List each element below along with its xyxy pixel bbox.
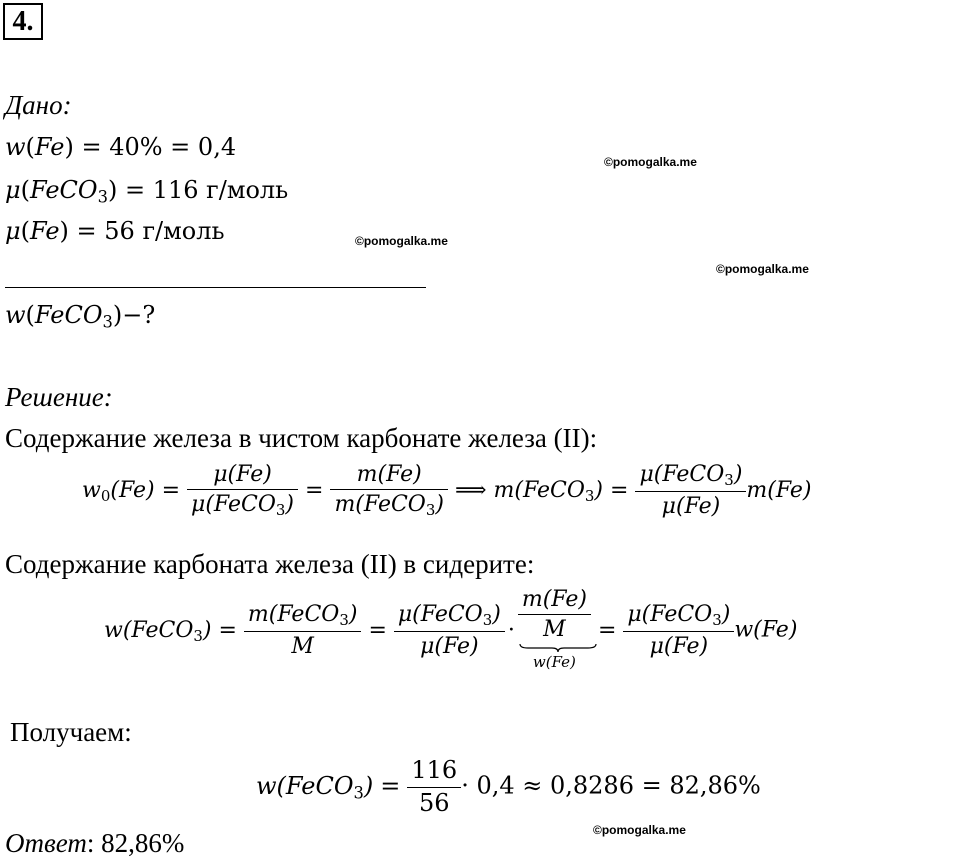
unit: г/моль bbox=[206, 176, 289, 204]
question-mark: −? bbox=[122, 301, 156, 329]
unit: г/моль bbox=[142, 217, 225, 245]
solution-heading: Решение: bbox=[5, 382, 113, 412]
numerator: μ(Fe) bbox=[213, 462, 272, 487]
denominator: M bbox=[518, 614, 591, 642]
watermark: ©pomogalka.me bbox=[604, 155, 697, 169]
subscript-3: 3 bbox=[97, 187, 108, 207]
answer-value: : 82,86% bbox=[86, 828, 185, 858]
given-heading: Дано: bbox=[5, 90, 72, 120]
answer-line bbox=[5, 828, 184, 859]
fraction-with-underbrace bbox=[518, 587, 591, 671]
denominator: μ(Fe) bbox=[635, 491, 746, 519]
numerator: m(Fe) bbox=[356, 462, 422, 487]
given-molar-mass-fe: μ(Fe) = 56 г/моль bbox=[5, 217, 225, 245]
numerator: μ(FeCO$_3$) bbox=[639, 462, 743, 490]
var-mu: μ bbox=[5, 217, 21, 245]
fraction bbox=[394, 602, 505, 660]
problem-number: 4. bbox=[3, 3, 43, 40]
term: w(FeCO$_3$) bbox=[256, 771, 374, 803]
var-feco: FeCO bbox=[34, 301, 103, 329]
denominator: m(FeCO$_3$) bbox=[330, 489, 448, 519]
equation-2: w(FeCO$_3$) = $\frac{m(FeCO_3)}{M}$ = $\frac{\mu(FeCO_3)}{\mu(Fe)}$ · m(Fe) M w(Fe) = $\frac{\mu(FeCO_3)}{\mu(Fe)}$ w(Fe) bbox=[104, 587, 798, 671]
subscript-0: 0 bbox=[100, 487, 111, 506]
denominator: 56 bbox=[407, 787, 461, 818]
subscript-3: 3 bbox=[102, 312, 113, 332]
numerator: m(Fe) bbox=[521, 587, 587, 612]
var-fe: Fe bbox=[34, 133, 65, 161]
watermark: ©pomogalka.me bbox=[593, 823, 686, 837]
denominator: μ(FeCO$_3$) bbox=[187, 489, 298, 519]
denominator: M bbox=[244, 631, 362, 659]
denominator: μ(Fe) bbox=[623, 631, 734, 659]
underbrace bbox=[518, 643, 591, 653]
fraction bbox=[187, 462, 298, 520]
watermark: ©pomogalka.me bbox=[716, 262, 809, 276]
numerator: 116 bbox=[411, 756, 458, 784]
given-molar-mass-feco3: μ(FeCO$_3$) = 116 г/моль bbox=[5, 176, 289, 207]
fraction bbox=[330, 462, 448, 520]
underbrace-label: w(Fe) bbox=[532, 652, 576, 671]
term: w(FeCO$_3$) bbox=[104, 617, 212, 645]
fraction bbox=[623, 602, 734, 660]
watermark: ©pomogalka.me bbox=[355, 234, 448, 248]
value-116: 116 bbox=[152, 176, 199, 204]
solution-text-2: Содержание карбоната железа (II) в сидерите: bbox=[5, 549, 535, 579]
var-w: w bbox=[5, 133, 26, 161]
var-fe: Fe bbox=[29, 217, 60, 245]
numerator: μ(FeCO$_3$) bbox=[397, 601, 501, 629]
fraction bbox=[635, 462, 746, 520]
find-target: w(FeCO$_3$)−? bbox=[5, 301, 156, 332]
term: w(Fe) bbox=[734, 617, 798, 643]
var-w: w bbox=[82, 477, 101, 503]
answer-label: Ответ bbox=[5, 828, 87, 858]
term: m(FeCO$_3$) bbox=[493, 477, 604, 506]
var-fe: (Fe) bbox=[110, 477, 155, 503]
value-wfe: = 40% = 0,4 bbox=[81, 133, 237, 161]
solution-text-1: Содержание железа в чистом карбонате железа (II): bbox=[5, 423, 598, 453]
var-w: w bbox=[5, 301, 26, 329]
numerator: m(FeCO$_3$) bbox=[247, 601, 358, 629]
term: m(Fe) bbox=[746, 477, 812, 503]
equation-3: w(FeCO$_3$) = $\frac{116}{56}$ · 0,4 ≈ 0,8286 = 82,86% bbox=[256, 756, 761, 817]
denominator: μ(Fe) bbox=[394, 631, 505, 659]
equation-1: $w_0(Fe)$ = $\frac{\mu(Fe)}{\mu(FeCO_3)}$ = $\frac{m(Fe)}{m(FeCO_3)}$ ⟹ m(FeCO$_3$) = $\frac{\mu(FeCO_3)}{\mu(Fe)}$ m(Fe) bbox=[82, 462, 812, 520]
value-56: 56 bbox=[104, 217, 135, 245]
var-feco: FeCO bbox=[29, 176, 98, 204]
given-mass-fraction-fe: w(Fe) = 40% = 0,4 bbox=[5, 133, 237, 161]
fraction bbox=[407, 757, 461, 817]
given-divider bbox=[5, 287, 426, 288]
result: · 0,4 ≈ 0,8286 = 82,86% bbox=[461, 771, 761, 800]
fraction bbox=[244, 602, 362, 660]
numerator: μ(FeCO$_3$) bbox=[627, 601, 731, 629]
solution-text-3: Получаем: bbox=[10, 717, 132, 747]
var-mu: μ bbox=[5, 176, 21, 204]
